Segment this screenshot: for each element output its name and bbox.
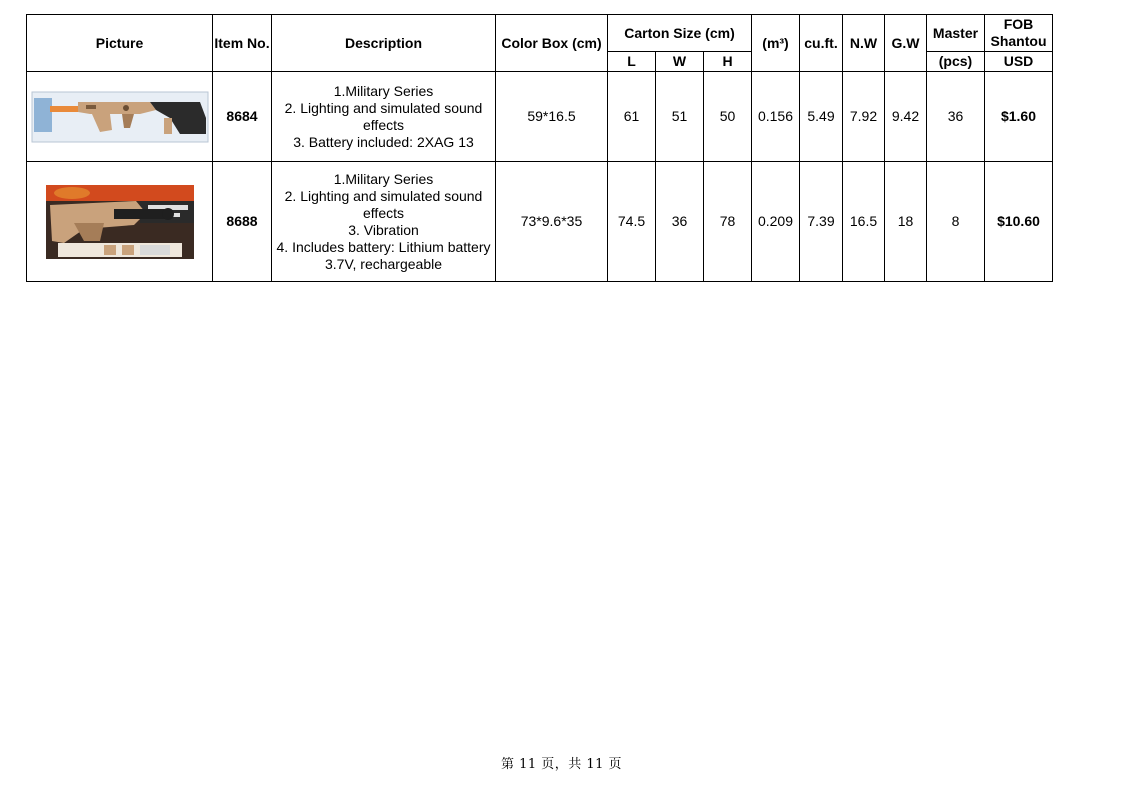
product-picture	[27, 162, 213, 282]
item-number: 8688	[213, 162, 272, 282]
carton-height: 78	[704, 162, 752, 282]
product-table	[26, 14, 1053, 282]
header-description: Description	[272, 15, 496, 72]
description-line: 3. Vibration	[348, 221, 419, 238]
header-master: Master	[927, 15, 985, 52]
header-volume: (m³)	[752, 15, 800, 72]
description-line: 2. Lighting and simulated sound effects	[284, 187, 483, 221]
header-fob-line2: Shantou	[990, 33, 1047, 49]
fob-price: $1.60	[985, 72, 1053, 162]
description-line: 1.Military Series	[333, 170, 434, 187]
product-description	[272, 72, 496, 162]
header-fob-unit: USD	[985, 52, 1053, 72]
header-height: H	[704, 52, 752, 72]
description-line: 4. Includes battery: Lithium battery 3.7V, rechargeable	[276, 238, 491, 272]
item-number: 8684	[213, 72, 272, 162]
product-picture	[27, 72, 213, 162]
description-line: 1.Military Series	[333, 82, 434, 99]
carton-height: 50	[704, 72, 752, 162]
net-weight: 7.92	[843, 72, 885, 162]
volume-m3: 0.156	[752, 72, 800, 162]
volume-cuft: 5.49	[800, 72, 843, 162]
table-row	[27, 72, 1053, 162]
header-color-box: Color Box (cm)	[496, 15, 608, 72]
header-carton-size: Carton Size (cm)	[608, 15, 752, 52]
carton-length: 61	[608, 72, 656, 162]
toy-blaster-image	[44, 183, 196, 261]
color-box-size: 59*16.5	[496, 72, 608, 162]
header-fob	[985, 15, 1053, 52]
table-row	[27, 162, 1053, 282]
header-master-unit: (pcs)	[927, 52, 985, 72]
description-line: 2. Lighting and simulated sound effects	[284, 99, 483, 133]
gross-weight: 18	[885, 162, 927, 282]
color-box-size: 73*9.6*35	[496, 162, 608, 282]
page-footer: 第 11 页，共 11 页	[500, 757, 623, 772]
header-item-no: Item No.	[213, 15, 272, 72]
header-gross-weight: G.W	[885, 15, 927, 72]
product-description	[272, 162, 496, 282]
header-fob-line1: FOB	[1003, 16, 1034, 32]
gross-weight: 9.42	[885, 72, 927, 162]
header-length: L	[608, 52, 656, 72]
header-cuft: cu.ft.	[800, 15, 843, 72]
net-weight: 16.5	[843, 162, 885, 282]
header-width: W	[656, 52, 704, 72]
master-pcs: 36	[927, 72, 985, 162]
description-line: 3. Battery included: 2XAG 13	[293, 133, 474, 150]
master-pcs: 8	[927, 162, 985, 282]
carton-length: 74.5	[608, 162, 656, 282]
volume-m3: 0.209	[752, 162, 800, 282]
carton-width: 51	[656, 72, 704, 162]
toy-rifle-image	[30, 88, 210, 146]
volume-cuft: 7.39	[800, 162, 843, 282]
header-picture: Picture	[27, 15, 213, 72]
fob-price: $10.60	[985, 162, 1053, 282]
carton-width: 36	[656, 162, 704, 282]
header-net-weight: N.W	[843, 15, 885, 72]
